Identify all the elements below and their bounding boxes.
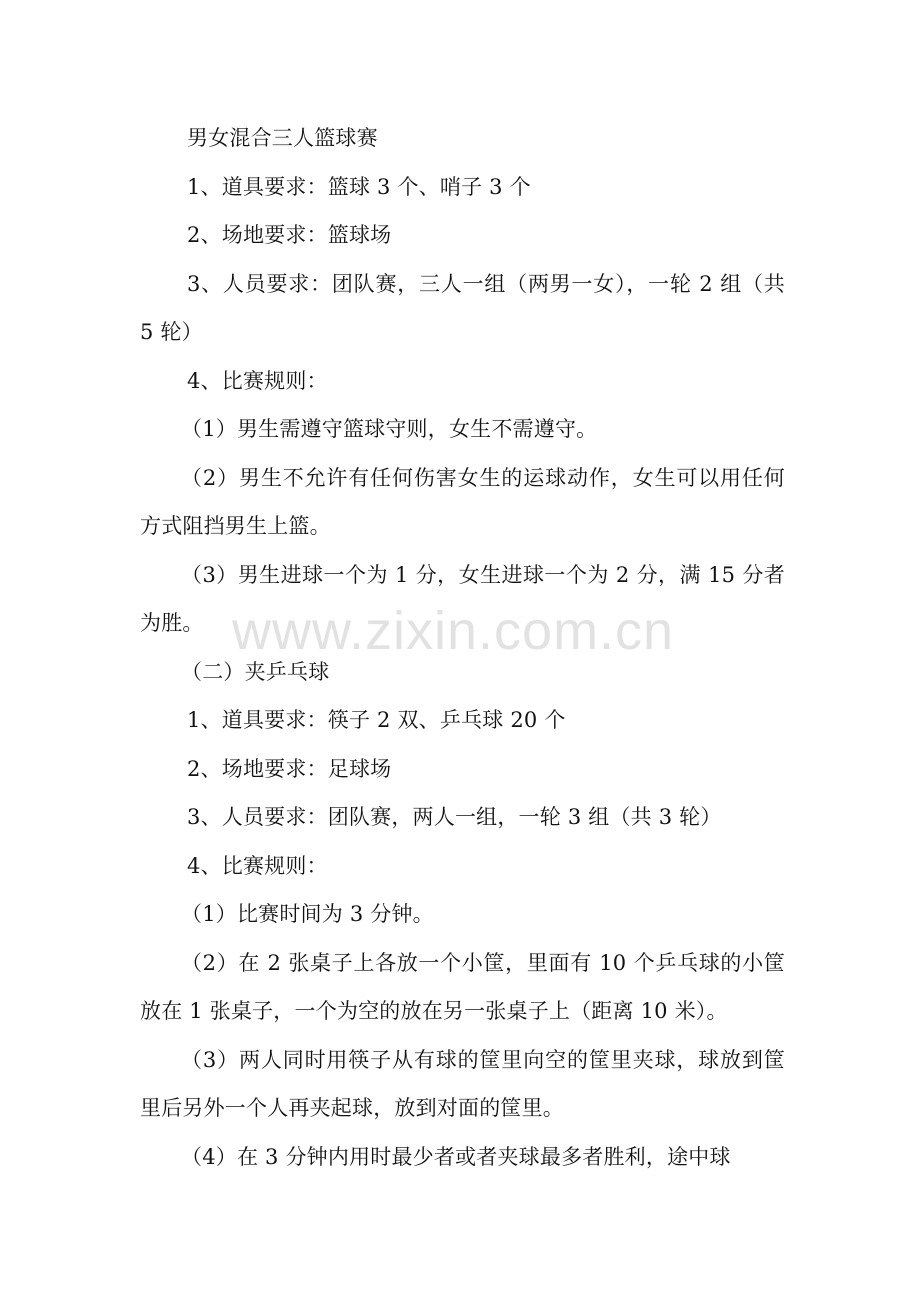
rule-item: （3）两人同时用筷子从有球的筐里向空的筐里夹球，球放到筐里后另外一个人再夹起球，放到对面的筐里。 [140,1047,785,1120]
paragraph-venue: 2、场地要求：足球场 [187,756,392,781]
rule-item: （2）在 2 张桌子上各放一个小筐，里面有 10 个乒乓球的小筐放在 1 张桌子，一个为空的放在另一张桌子上（距离 10 米）。 [140,950,785,1023]
document-body [140,114,785,1181]
rule-item: （1）比赛时间为 3 分钟。 [181,902,434,926]
section-title-pingpong: （二）夹乒乓球 [181,659,330,684]
section-title-basketball: 男女混合三人篮球赛 [187,126,378,150]
rule-item: （3）男生进球一个为 1 分，女生进球一个为 2 分，满 15 分者为胜。 [140,562,785,635]
rule-item: （1）男生需遵守篮球守则，女生不需遵守。 [181,417,598,441]
paragraph-rules-heading: 4、比赛规则： [187,368,328,393]
paragraph-equipment: 1、道具要求：篮球 3 个、哨子 3 个 [187,174,531,199]
paragraph-rules-heading: 4、比赛规则： [187,853,328,878]
paragraph-equipment: 1、道具要求：筷子 2 双、乒乓球 20 个 [187,708,566,732]
rule-item: （4）在 3 分钟内用时最少者或者夹球最多者胜利，途中球 [181,1144,731,1169]
paragraph-personnel: 3、人员要求：团队赛，两人一组，一轮 3 组（共 3 轮） [187,805,722,829]
rule-item: （2）男生不允许有任何伤害女生的运球动作，女生可以用任何方式阻挡男生上篮。 [140,465,785,538]
watermark: www.zixin.com.cn [232,601,675,661]
paragraph-venue: 2、场地要求：篮球场 [187,223,392,247]
paragraph-personnel: 3、人员要求：团队赛，三人一组（两男一女），一轮 2 组（共 5 轮） [140,271,785,344]
